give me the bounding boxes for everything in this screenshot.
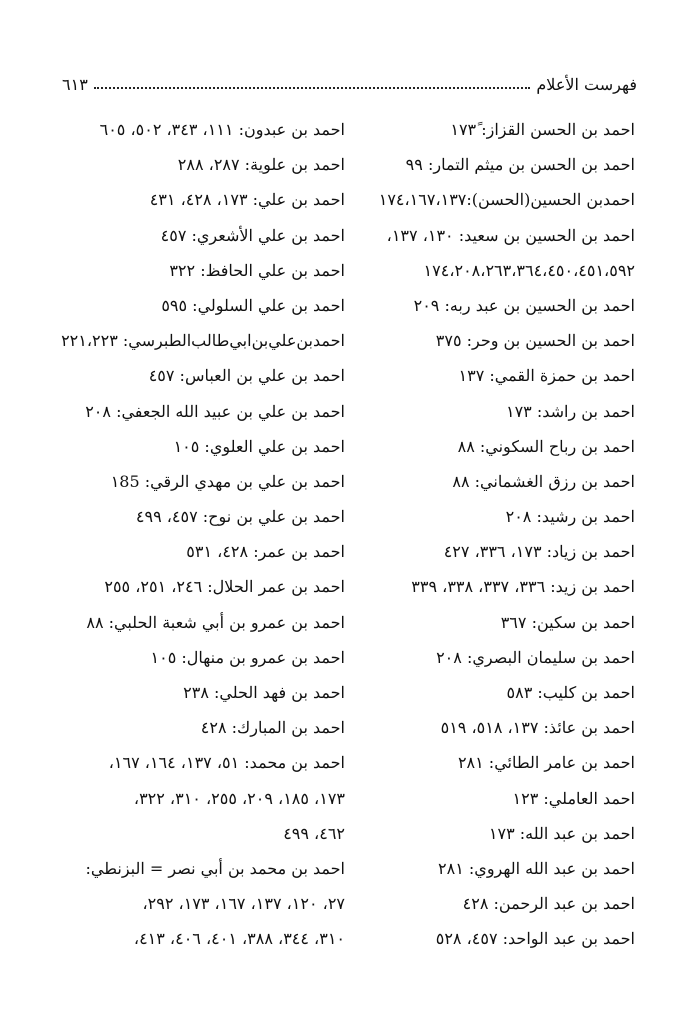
index-column-right [353, 112, 635, 957]
index-entry: احمد بن راشد: ١٧٣ [505, 401, 635, 421]
index-column-left [55, 112, 345, 957]
page-number: ٦١٣ [62, 75, 88, 94]
index-entry: احمد بن عبد الله: ١٧٣ [488, 823, 635, 843]
header-title: فهرست الأعلام [536, 75, 637, 94]
index-entry: احمد بن علي بن مهدي الرقي: ١85 [110, 471, 345, 491]
index-entry: احمد بن علي بن نوح: ٤٥٧، ٤٩٩ [135, 507, 345, 527]
index-entry: احمد العاملي: ١٢٣ [512, 788, 635, 808]
index-entry: احمد بن علي الحافظ: ٣٢٢ [169, 260, 345, 280]
index-entry: احمد بن الحسين بن وحر: ٣٧٥ [435, 331, 635, 351]
index-entry: احمد بن رباح السكوني: ٨٨ [457, 436, 635, 456]
index-entry: احمدبن الحسين(الحسن):١٧٤،١٦٧،١٣٧ [378, 190, 635, 210]
index-entry: احمد بن كليب: ٥٨٣ [506, 683, 635, 702]
index-entry: احمد بن عبدون: ١١١، ٣٤٣، ٥٠٢، ٦٠٥ [99, 120, 345, 139]
index-entry: احمد بن عامر الطائي: ٢٨١ [457, 753, 635, 773]
index-entry: احمد بن عبد الواحد: ٤٥٧، ٥٢٨ [435, 929, 635, 949]
index-entry: احمد بن علي العلوي: ١٠٥ [173, 436, 345, 456]
index-entry: احمد بن عمرو بن منهال: ١٠٥ [150, 647, 345, 667]
index-entry: احمد بن علي الأشعري: ٤٥٧ [160, 225, 345, 245]
index-entry: احمد بن زياد: ١٧٣، ٣٣٦، ٤٢٧ [443, 542, 635, 562]
index-entry: احمد بن محمد: ٥١، ١٣٧، ١٦٤، ١٦٧، [108, 753, 345, 773]
index-entry: احمد بن علي السلولي: ٥٩٥ [161, 295, 345, 315]
running-header [62, 62, 637, 94]
index-entry-continuation: ١٧٤،٢٠٨،٢٦٣،٣٦٤،٤٥٠،٤٥١،٥٩٢ [423, 260, 635, 280]
index-entry: احمد بن سكين: ٣٦٧ [500, 612, 635, 632]
index-entry: احمد بن رشيد: ٢٠٨ [505, 507, 635, 527]
index-entry: احمد بن علي بن عبيد الله الجعفي: ٢٠٨ [85, 401, 345, 421]
index-entry: احمد بن الحسن بن ميثم التمار: ٩٩ [405, 155, 635, 175]
index-entry: احمد بن زيد: ٣٣٦، ٣٣٧، ٣٣٨، ٣٣٩ [411, 577, 635, 597]
index-entry: احمد بن علي بن العباس: ٤٥٧ [148, 366, 345, 386]
index-entry: احمد بن سليمان البصري: ٢٠٨ [436, 647, 635, 667]
index-entry: احمد بن حمزة القمي: ١٣٧ [458, 366, 635, 386]
index-entry: احمد بن محمد بن أبي نصر = البزنطي: [85, 858, 345, 878]
index-entry: احمد بن عمرو بن أبي شعبة الحلبي: ٨٨ [86, 612, 345, 632]
index-entry: احمد بن علي: ١٧٣، ٤٢٨، ٤٣١ [149, 190, 345, 210]
index-entry: احمد بن رزق الغشماني: ٨٨ [452, 471, 635, 491]
index-entry-continuation: ٤٦٢، ٤٩٩ [283, 823, 345, 843]
index-entry-continuation: ١٧٣، ١٨٥، ٢٠٩، ٢٥٥، ٣١٠، ٣٢٢، [133, 788, 345, 808]
index-entry: احمد بن المبارك: ٤٢٨ [200, 718, 345, 738]
index-entry: احمد بن عمر الحلال: ٢٤٦، ٢٥١، ٢٥٥ [104, 577, 345, 597]
index-entry-continuation: ٢٧، ١٢٠، ١٣٧، ١٦٧، ١٧٣، ٢٩٢، [142, 894, 345, 914]
index-entry: احمدبن‌علي‌بن‌ابي‌طالب‌الطبرسي: ٢٢١،٢٢٣ [61, 331, 345, 351]
header-dot-leader [94, 87, 531, 89]
index-entry: احمد بن علوية: ٢٨٧، ٢٨٨ [177, 155, 345, 175]
index-entry: احمد بن عبد الرحمن: ٤٢٨ [462, 894, 635, 914]
index-entry: احمد بن عبد الله الهروي: ٢٨١ [438, 858, 635, 878]
index-entry: احمد بن عائذ: ١٣٧، ٥١٨، ٥١٩ [440, 718, 635, 738]
index-entry: احمد بن الحسين بن عبد ربه: ٢٠٩ [413, 295, 635, 315]
index-entry: احمد بن عمر: ٤٢٨، ٥٣١ [186, 542, 345, 562]
index-entry: احمد بن الحسين بن سعيد: ١٣٠، ١٣٧، [386, 225, 635, 245]
index-entry-continuation: ٣١٠، ٣٤٤، ٣٨٨، ٤٠١، ٤٠٦، ٤١٣، [133, 929, 345, 949]
index-entry: احمد بن فهد الحلي: ٢٣٨ [183, 683, 345, 702]
index-entry: احمد بن الحسن القزاز: ١٧٣ً [450, 120, 635, 139]
